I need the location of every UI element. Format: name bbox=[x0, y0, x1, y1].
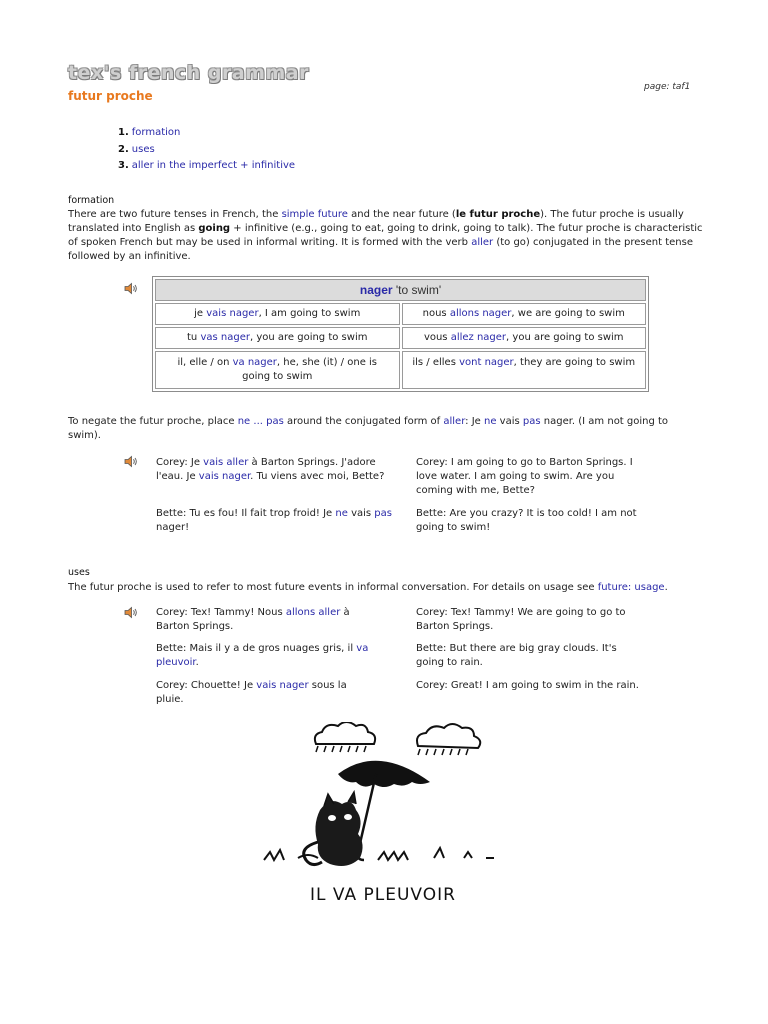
link-vais-nager[interactable]: vais nager bbox=[256, 680, 309, 691]
text: nager. (I am not going to swim). bbox=[68, 416, 669, 441]
link-vais-aller[interactable]: vais aller bbox=[203, 457, 249, 468]
uses-paragraph bbox=[68, 581, 728, 595]
highlight-pas: pas bbox=[522, 416, 541, 427]
conjugated-verb: vas nager bbox=[200, 332, 250, 343]
formation-paragraph bbox=[68, 208, 704, 264]
text: ils / elles bbox=[412, 357, 460, 368]
text: vous bbox=[423, 332, 451, 343]
section-heading-formation: formation bbox=[68, 195, 115, 206]
text: . Tu viens avec moi, Bette? bbox=[250, 471, 385, 482]
text: The futur proche is used to refer to most future events in informal conversation. For details on usage see bbox=[68, 582, 598, 593]
text: , you are going to swim bbox=[249, 332, 368, 343]
toc-link-uses[interactable]: uses bbox=[131, 143, 155, 155]
link-allons-aller[interactable]: allons aller bbox=[285, 607, 341, 618]
toc-number: 3. bbox=[118, 160, 129, 171]
text: à Barton Springs. J'adore l'eau. Je bbox=[156, 457, 376, 482]
toc-number: 1. bbox=[118, 127, 129, 138]
conjugation-cell bbox=[402, 351, 647, 389]
highlight-pas: pas bbox=[374, 508, 392, 519]
text: , I am going to swim bbox=[258, 308, 361, 319]
link-vais-nager[interactable]: vais nager bbox=[198, 471, 251, 482]
text: Bette: Mais il y a de gros nuages gris, il bbox=[156, 643, 357, 654]
toc-item-uses bbox=[118, 143, 295, 160]
negation-paragraph bbox=[68, 415, 704, 443]
text: Corey: Tex! Tammy! Nous bbox=[156, 607, 286, 618]
link-va-pleuvoir[interactable]: va pleuvoir bbox=[156, 643, 369, 668]
page-id: page: taf1 bbox=[644, 82, 691, 92]
dialogue-line-fr bbox=[156, 606, 376, 634]
text: around the conjugated form of bbox=[283, 416, 444, 427]
conjugated-verb: allons nager bbox=[449, 308, 512, 319]
toc-item-aller-imperfect bbox=[118, 159, 295, 176]
link-simple-future[interactable]: simple future bbox=[281, 209, 348, 220]
toc-number: 2. bbox=[118, 143, 129, 155]
dialogue-line-en: Corey: Tex! Tammy! We are going to go to Barton Springs. bbox=[416, 607, 626, 632]
site-title: tex's french grammar bbox=[68, 62, 309, 84]
text: vais bbox=[496, 416, 523, 427]
conjugation-cell bbox=[155, 351, 400, 389]
dialogue-line-en: Bette: Are you crazy? It is too cold! I am not going to swim! bbox=[416, 508, 637, 533]
text: To negate the futur proche, place bbox=[68, 416, 238, 427]
conjugated-verb: vont nager bbox=[459, 357, 514, 368]
conjugated-verb: va nager bbox=[232, 357, 277, 368]
speaker-icon[interactable] bbox=[124, 455, 138, 468]
conjugated-verb: vais nager bbox=[206, 308, 259, 319]
text: There are two future tenses in French, the bbox=[68, 209, 282, 220]
conjugation-cell bbox=[155, 327, 400, 349]
toc-link-aller-imperfect[interactable]: aller in the imperfect + infinitive bbox=[131, 160, 296, 171]
link-future-usage[interactable]: future: usage bbox=[597, 582, 665, 593]
section-heading-uses: uses bbox=[68, 567, 90, 578]
dialogue-line-fr bbox=[156, 679, 376, 707]
text: Corey: Chouette! Je bbox=[156, 680, 257, 691]
conjugation-table bbox=[152, 276, 649, 392]
table-of-contents bbox=[118, 126, 295, 176]
dialogue-line-fr bbox=[156, 507, 392, 535]
conjugation-cell bbox=[402, 327, 647, 349]
text: , they are going to swim bbox=[513, 357, 636, 368]
text: , he, she (it) / one is going to swim bbox=[242, 357, 378, 382]
dialogue-line-fr bbox=[156, 456, 392, 484]
speaker-icon[interactable] bbox=[124, 606, 138, 619]
cartoon-caption: IL VA PLEUVOIR bbox=[310, 885, 456, 905]
dialogue-line-en: Corey: I am going to go to Barton Springs. I love water. I am going to swim. Are you coming with me, Bette? bbox=[416, 457, 633, 496]
conjugation-cell bbox=[402, 303, 647, 325]
link-aller[interactable]: aller bbox=[471, 237, 494, 248]
table-header bbox=[155, 279, 646, 301]
highlight-ne: ne bbox=[335, 508, 348, 519]
dialogue-line-fr bbox=[156, 642, 388, 670]
speaker-icon[interactable] bbox=[124, 282, 138, 295]
text: (to go) conjugated in the present tense followed by an infinitive. bbox=[68, 237, 693, 262]
text: sous la pluie. bbox=[156, 680, 347, 705]
text: , you are going to swim bbox=[506, 332, 624, 343]
text: tu bbox=[187, 332, 201, 343]
text: il, elle / on bbox=[177, 357, 233, 368]
text: : Je bbox=[465, 416, 484, 427]
verb-name: nager bbox=[359, 283, 393, 297]
toc-item-formation bbox=[118, 126, 295, 143]
text: nous bbox=[422, 308, 450, 319]
verb-gloss: 'to swim' bbox=[392, 283, 442, 297]
text: Bette: Tu es fou! Il fait trop froid! Je bbox=[156, 508, 336, 519]
highlight-ne: ne bbox=[483, 416, 497, 427]
text: je bbox=[194, 308, 207, 319]
page-subtitle: futur proche bbox=[68, 89, 153, 103]
text: à Barton Springs. bbox=[156, 607, 350, 632]
text: . bbox=[664, 582, 668, 593]
dialogue-line-en: Bette: But there are big gray clouds. It's going to rain. bbox=[416, 643, 617, 668]
text: and the near future ( bbox=[347, 209, 456, 220]
text: ). The futur proche is usually translated into English as bbox=[68, 209, 684, 234]
text: . bbox=[195, 657, 199, 668]
link-ne-pas[interactable]: ne ... pas bbox=[237, 416, 284, 427]
toc-link-formation[interactable]: formation bbox=[131, 127, 181, 138]
bold-term: going bbox=[198, 223, 231, 234]
conjugation-cell bbox=[155, 303, 400, 325]
text: nager! bbox=[156, 522, 190, 533]
bold-term: le futur proche bbox=[455, 209, 541, 220]
dialogue-line-en: Corey: Great! I am going to swim in the rain. bbox=[416, 680, 639, 691]
text: Corey: Je bbox=[156, 457, 204, 468]
link-aller[interactable]: aller bbox=[443, 416, 466, 427]
text: + infinitive (e.g., going to eat, going to drink, going to talk). The futur proche is characteristic of spoken French but may be used in informal writing. It is formed with the verb bbox=[68, 223, 703, 248]
conjugated-verb: allez nager bbox=[450, 332, 507, 343]
text: vais bbox=[347, 508, 375, 519]
text: , we are going to swim bbox=[511, 308, 625, 319]
cartoon-illustration bbox=[258, 722, 508, 912]
